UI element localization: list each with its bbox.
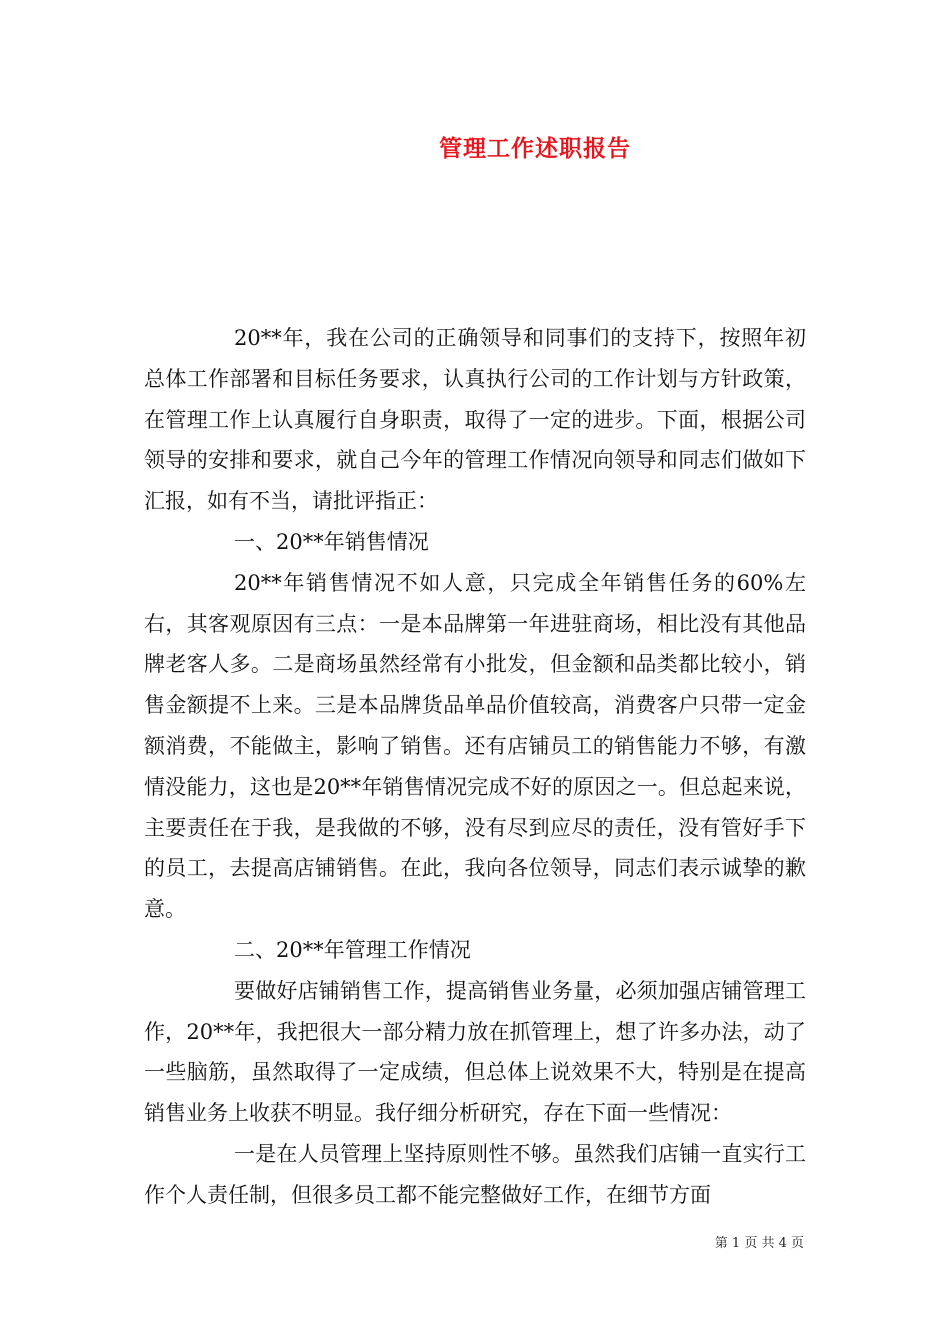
document-body xyxy=(144,318,806,1216)
paragraph-intro: 20**年，我在公司的正确领导和同事们的支持下，按照年初总体工作部署和目标任务要求，认真执行公司的工作计划与方针政策，在管理工作上认真履行自身职责，取得了一定的进步。下面，根据公司领导的安排和要求，就自己今年的管理工作情况向领导和同志们做如下汇报，如有不当，请批评指正： xyxy=(144,326,806,514)
paragraph-sales: 20**年销售情况不如人意，只完成全年销售任务的60%左右，其客观原因有三点：一是本品牌第一年进驻商场，相比没有其他品牌老客人多。二是商场虽然经常有小批发，但金额和品类都比较小，销售金额提不上来。三是本品牌货品单品价值较高，消费客户只带一定金额消费，不能做主，影响了销售。还有店铺员工的销售能力不够，有激情没能力，这也是20**年销售情况完成不好的原因之一。但总起来说，主要责任在于我，是我做的不够，没有尽到应尽的责任，没有管好手下的员工，去提高店铺销售。在此，我向各位领导，同志们表示诚挚的歉意。 xyxy=(144,570,806,922)
section-heading-management: 二、20**年管理工作情况 xyxy=(234,937,471,962)
document-title: 管理工作述职报告 xyxy=(439,135,631,162)
paragraph-management: 要做好店铺销售工作，提高销售业务量，必须加强店铺管理工作，20**年，我把很大一部分精力放在抓管理上，想了许多办法，动了一些脑筋，虽然取得了一定成绩，但总体上说效果不大，特别是在提高销售业务上收获不明显。我仔细分析研究，存在下面一些情况： xyxy=(144,978,806,1126)
paragraph-personnel: 一是在人员管理上坚持原则性不够。虽然我们店铺一直实行工作个人责任制，但很多员工都不能完整做好工作，在细节方面 xyxy=(144,1141,806,1207)
section-heading-sales: 一、20**年销售情况 xyxy=(234,529,429,554)
page-number: 第 1 页 共 4 页 xyxy=(714,1236,804,1251)
